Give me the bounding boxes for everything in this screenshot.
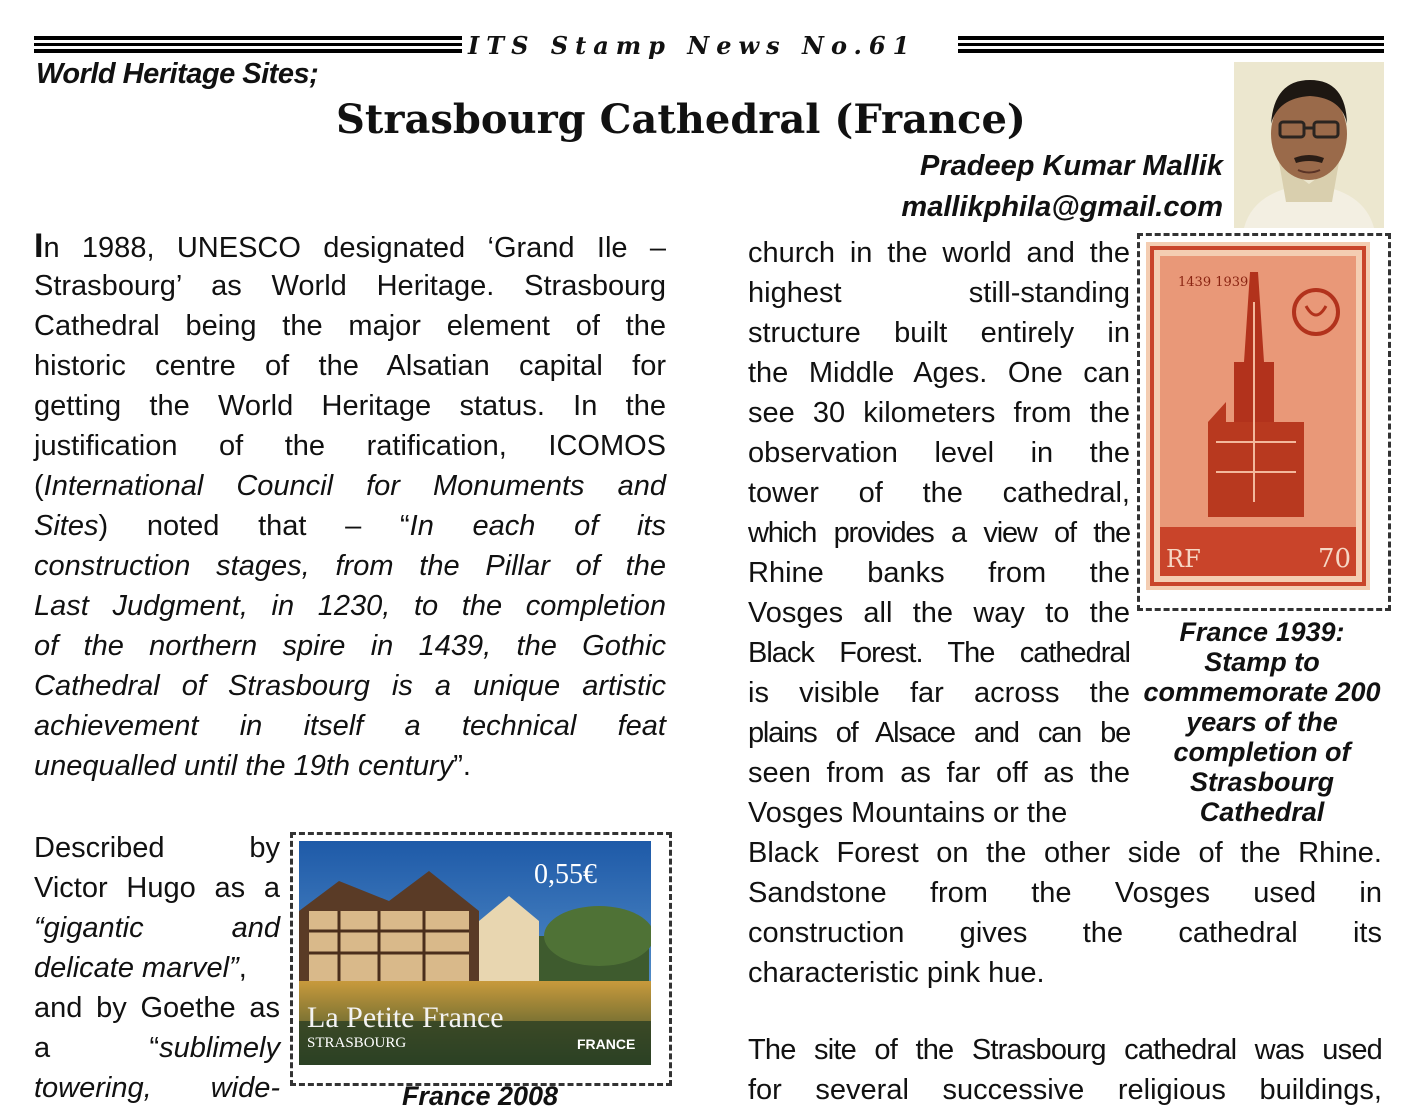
text-segment: sublimely bbox=[159, 1032, 280, 1064]
text-line: structure built entirely in bbox=[748, 317, 1130, 349]
series-label: World Heritage Sites; bbox=[36, 58, 319, 90]
author-email[interactable]: mallikphila@gmail.com bbox=[901, 191, 1223, 223]
text-segment: ”. bbox=[453, 750, 471, 782]
text-segment: In each of its bbox=[409, 510, 666, 542]
text-line: highest still-standing bbox=[748, 277, 1130, 309]
text-line: of the northern spire in 1439, the Gothic bbox=[34, 630, 666, 662]
stamp-1939-artwork bbox=[1146, 242, 1370, 590]
text-line: construction stages, from the Pillar of the bbox=[34, 550, 666, 582]
stamp-1939-caption: France 1939: Stamp to commemorate 200 years of the completion of Strasbourg Cathedral bbox=[1143, 617, 1381, 827]
text-line: is visible far across the bbox=[748, 677, 1130, 709]
text-line: tower of the cathedral, bbox=[748, 477, 1130, 509]
text-line bbox=[34, 506, 666, 546]
text-line: Cathedral being the major element of the bbox=[34, 310, 666, 342]
stamp-2008-country: FRANCE bbox=[577, 1036, 636, 1052]
text-segment: unequalled until the 19th century bbox=[34, 750, 454, 782]
text-line bbox=[34, 1028, 280, 1068]
text-segment: , bbox=[238, 952, 247, 984]
masthead-rule-right bbox=[958, 36, 1384, 56]
stamp-2008-denomination: 0,55€ bbox=[534, 859, 597, 890]
text-line bbox=[34, 226, 666, 266]
text-line: n 1988, UNESCO designated ‘Grand Ile – bbox=[43, 232, 666, 264]
text-line: the Middle Ages. One can bbox=[748, 357, 1130, 389]
text-line: achievement in itself a technical feat bbox=[34, 710, 666, 742]
stamp-france-1939 bbox=[1137, 233, 1391, 611]
text-line bbox=[34, 948, 280, 988]
text-line: see 30 kilometers from the bbox=[748, 397, 1130, 429]
masthead: ITS Stamp News No.61 bbox=[468, 31, 917, 60]
text-segment: ) noted that – “ bbox=[98, 510, 410, 542]
paragraph-tower bbox=[748, 233, 1130, 833]
stamp-2008-artwork bbox=[299, 841, 651, 1065]
text-segment: a “ bbox=[34, 1032, 160, 1064]
stamp-1939-years: 1439 1939 bbox=[1178, 275, 1249, 290]
text-line: International Council for Monuments and bbox=[43, 470, 666, 502]
text-segment: delicate marvel” bbox=[34, 952, 239, 984]
text-line: “gigantic and bbox=[34, 912, 280, 944]
text-segment: Sites bbox=[34, 510, 99, 542]
text-line: Sandstone from the Vosges used in bbox=[748, 877, 1382, 909]
text-line: towering, wide- bbox=[34, 1072, 280, 1104]
stamp-2008-caption: France 2008 bbox=[401, 1081, 559, 1111]
stamp-2008-city: STRASBOURG bbox=[307, 1035, 407, 1051]
text-line: church in the world and the bbox=[748, 237, 1130, 269]
text-line: Strasbourg’ as World Heritage. Strasbourg bbox=[34, 270, 666, 302]
text-line: which provides a view of the bbox=[748, 517, 1130, 549]
text-line: Cathedral of Strasbourg is a unique artistic bbox=[34, 670, 666, 702]
text-line: (International Council for Monuments and bbox=[34, 470, 666, 502]
text-line: plains of Alsace and can be bbox=[748, 717, 1130, 749]
paragraph-hugo-goethe bbox=[34, 828, 280, 1108]
author-name: Pradeep Kumar Mallik bbox=[920, 150, 1223, 182]
text-line: Vosges Mountains or the bbox=[748, 797, 1068, 829]
text-line: for several successive religious buildings, bbox=[748, 1074, 1382, 1106]
text-line: construction gives the cathedral its bbox=[748, 917, 1382, 949]
stamp-2008-name: La Petite France bbox=[307, 1001, 504, 1034]
stamp-1939-rf: RF bbox=[1166, 545, 1201, 573]
text-line: Last Judgment, in 1230, to the completion bbox=[34, 590, 666, 622]
stamp-france-2008 bbox=[290, 832, 672, 1086]
text-line: Rhine banks from the bbox=[748, 557, 1130, 589]
paragraph-site-history bbox=[748, 1030, 1382, 1110]
text-line: The site of the Strasbourg cathedral was used bbox=[748, 1034, 1382, 1066]
text-line: and by Goethe as bbox=[34, 992, 280, 1024]
text-line: Black Forest on the other side of the Rhine. bbox=[748, 837, 1382, 869]
author-photo bbox=[1234, 62, 1384, 228]
drop-cap: I bbox=[34, 227, 44, 265]
text-line: Described by bbox=[34, 832, 280, 864]
masthead-rule-left bbox=[34, 36, 462, 56]
text-line: characteristic pink hue. bbox=[748, 957, 1045, 989]
paragraph-intro bbox=[34, 226, 666, 786]
text-line: historic centre of the Alsatian capital for bbox=[34, 350, 666, 382]
text-line bbox=[34, 746, 666, 786]
paragraph-sandstone bbox=[748, 833, 1382, 993]
article-title: Strasbourg Cathedral (France) bbox=[336, 96, 1026, 143]
stamp-1939-value: 70 bbox=[1318, 544, 1352, 574]
text-line: observation level in the bbox=[748, 437, 1130, 469]
text-line: Victor Hugo as a bbox=[34, 872, 280, 904]
text-line: justification of the ratification, ICOMOS bbox=[34, 430, 666, 462]
text-line: Vosges all the way to the bbox=[748, 597, 1130, 629]
text-line: getting the World Heritage status. In the bbox=[34, 390, 666, 422]
text-line: seen from as far off as the bbox=[748, 757, 1130, 789]
text-line: Black Forest. The cathedral bbox=[748, 637, 1130, 669]
